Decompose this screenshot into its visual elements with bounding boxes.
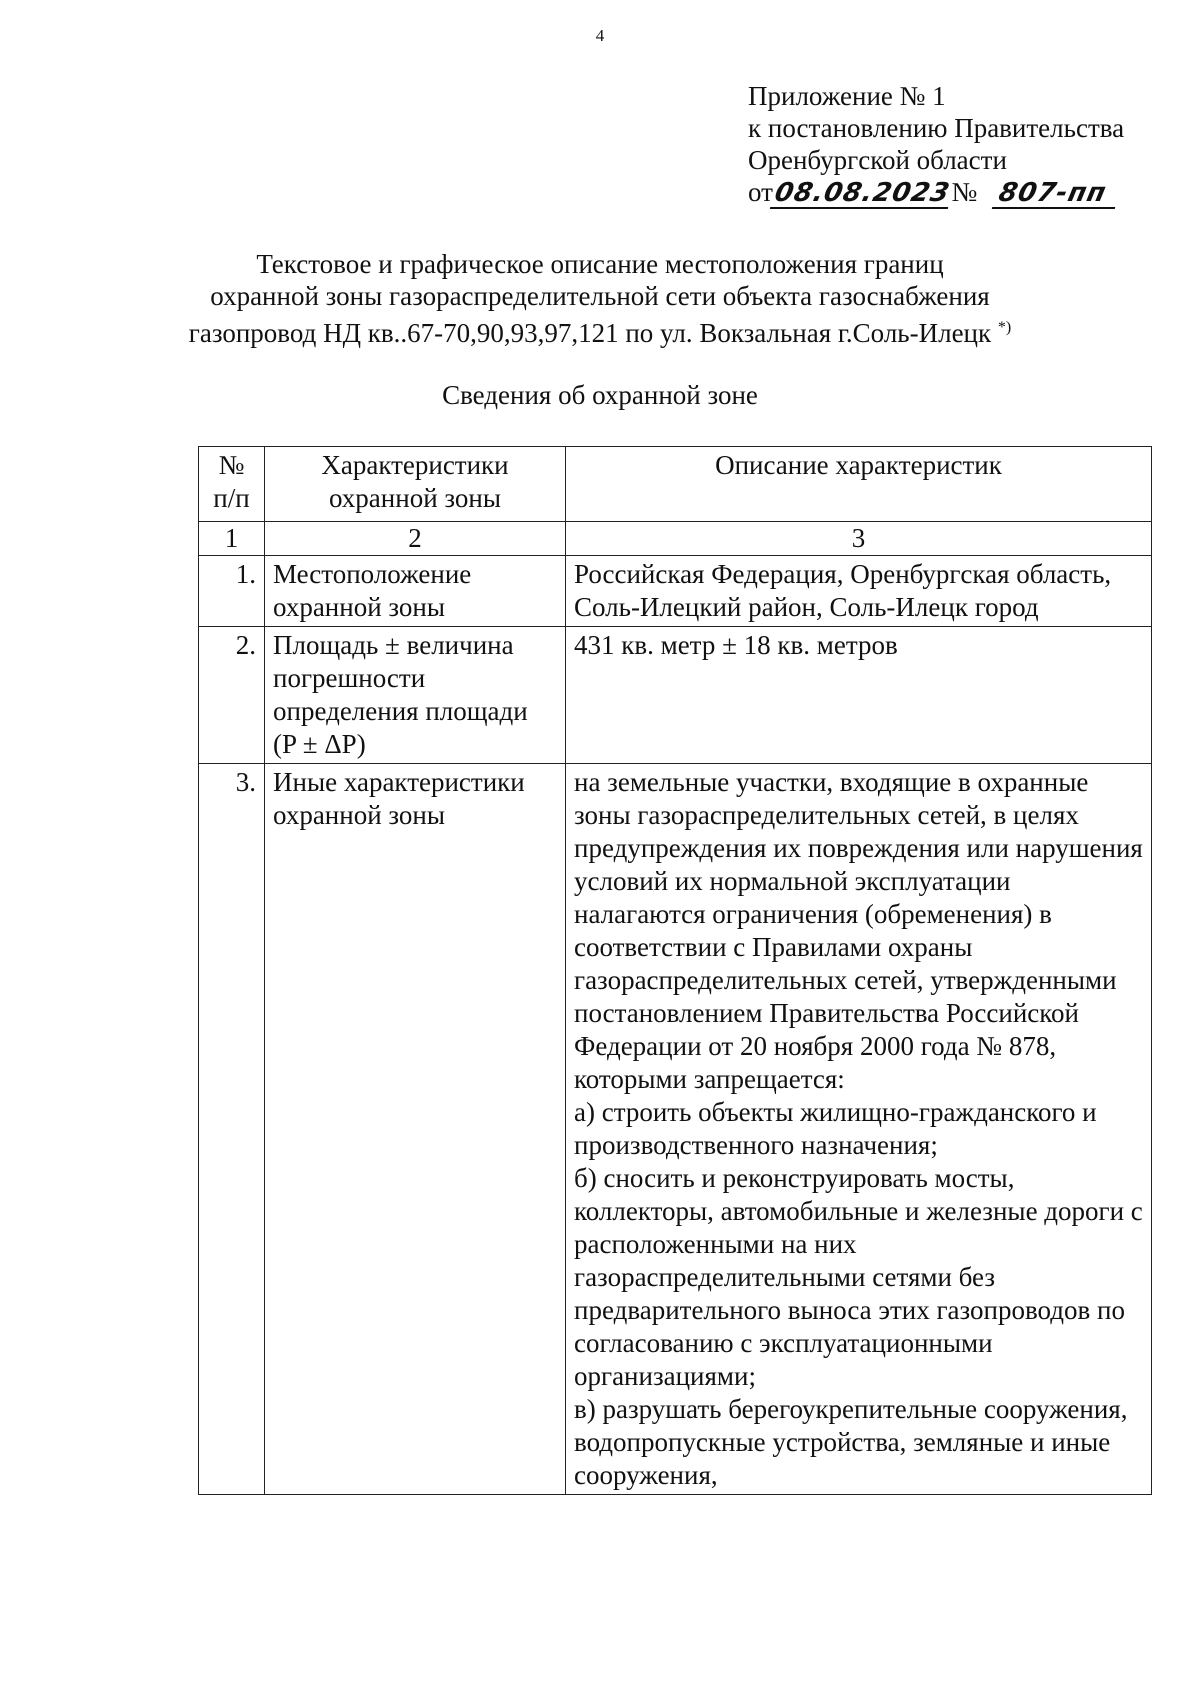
document-title (0, 248, 1200, 349)
header-number: № п/п (199, 447, 265, 522)
restrictions-intro: на земельные участки, входящие в охранные зоны газораспределительных сетей, в целях предупреждения их повреждения или нарушения условий их нормальной эксплуатации налагаются ограничения (обременения) в соответствии с Правилами охраны газораспределительных сетей, утвержденными постановлением Правительства Российской Федерации от 20 ноября 2000 года № 878, которыми запрещается: (574, 767, 1143, 1094)
restriction-item-b: б) сносить и реконструировать мосты, коллекторы, автомобильные и железные дороги с расположенными на них газораспределительными сетями без предварительного выноса этих газопроводов по согласованию с эксплуатационными организациями; (574, 1163, 1143, 1391)
section-subtitle: Сведения об охранной зоне (442, 380, 758, 410)
row-number: 3. (199, 764, 265, 1495)
restriction-item-a: а) строить объекты жилищно-гражданского и производственного назначения; (574, 1097, 1097, 1160)
title-line-3-wrap (0, 312, 1200, 349)
row-number: 2. (199, 627, 265, 764)
column-number-2: 2 (265, 522, 566, 556)
table-header-row (199, 447, 1152, 522)
row-number: 1. (199, 556, 265, 627)
handwritten-number: 807-пп (992, 179, 1121, 209)
header-description: Описание характеристик (566, 447, 1152, 522)
annex-region: Оренбургской области (748, 145, 1007, 175)
row-characteristic: Площадь ± величина погрешности определения площади (P ± ΔP) (265, 627, 566, 764)
title-line-3: газопровод НД кв..67-70,90,93,97,121 по ул. Вокзальная г.Соль-Илецк (188, 318, 992, 348)
header-characteristic: Характеристики охранной зоны (265, 447, 566, 522)
table-row (199, 556, 1152, 627)
protection-zone-table (198, 446, 1152, 1495)
restriction-item-c: в) разрушать берегоукрепительные сооружения, водопропускные устройства, земляные и иные сооружения, (574, 1394, 1128, 1490)
column-number-3: 3 (566, 522, 1152, 556)
number-prefix: № (951, 177, 978, 207)
page-number: 4 (595, 26, 605, 45)
title-line-1: Текстовое и графическое описание местоположения границ (256, 249, 944, 279)
annex-block (748, 80, 1124, 209)
table-row (199, 764, 1152, 1495)
row-characteristic: Местоположение охранной зоны (265, 556, 566, 627)
title-line-2: охранной зоны газораспределительной сети объекта газоснабжения (210, 281, 990, 311)
row-description (566, 764, 1152, 1495)
date-prefix: от (748, 177, 773, 207)
footnote-mark: *) (997, 319, 1012, 336)
column-number-1: 1 (199, 522, 265, 556)
handwritten-date: 08.08.2023 (770, 179, 955, 209)
column-number-row (199, 522, 1152, 556)
table-row (199, 627, 1152, 764)
annex-title: Приложение № 1 (748, 81, 946, 111)
row-characteristic: Иные характеристики охранной зоны (265, 764, 566, 1495)
row-description: 431 кв. метр ± 18 кв. метров (566, 627, 1152, 764)
annex-date-line (748, 176, 1124, 209)
row-description: Российская Федерация, Оренбургская область, Соль-Илецкий район, Соль-Илецк город (566, 556, 1152, 627)
annex-resolution: к постановлению Правительства (748, 113, 1125, 143)
